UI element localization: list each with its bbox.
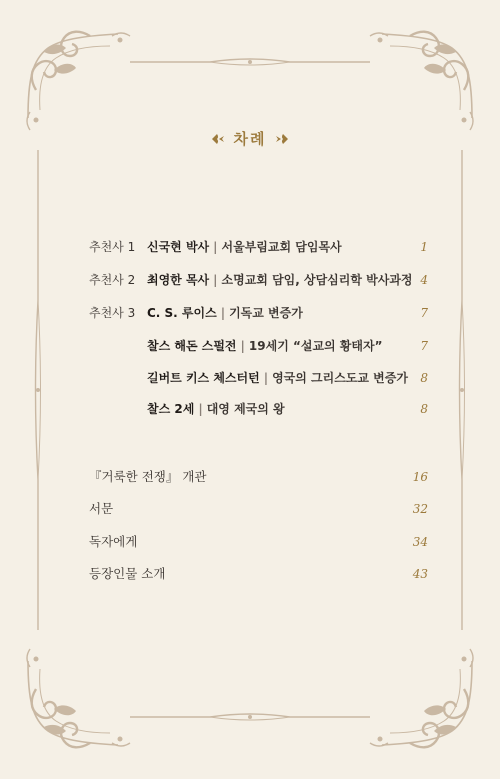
toc-entry-recommendation-2[interactable]: [0, 270, 500, 290]
entry-page-number: 8: [420, 402, 428, 416]
page-title: 차례: [233, 130, 267, 148]
toc-entry-recommendation-1[interactable]: [0, 237, 500, 257]
toc-entry-recommendation-3d[interactable]: [0, 399, 500, 419]
toc-entry-preface[interactable]: [0, 499, 500, 519]
entry-label: 등장인물 소개: [89, 566, 166, 581]
entry-label: 추천사 2: [89, 273, 136, 287]
entry-page-number: 34: [412, 535, 428, 549]
entry-label: 『거룩한 전쟁』 개관: [89, 469, 207, 484]
entry-page-number: 7: [420, 339, 428, 353]
fleuron-left-icon: [210, 132, 226, 146]
entry-author: C. S. 루이스 | 기독교 변증가: [147, 306, 303, 320]
entry-page-number: 8: [420, 371, 428, 385]
entry-label: 추천사 3: [89, 306, 136, 320]
entry-author: 찰스 해돈 스펄전 | 19세기 “설교의 황태자”: [147, 339, 383, 353]
entry-author: 찰스 2세 | 대영 제국의 왕: [147, 402, 285, 416]
entry-label: 독자에게: [89, 534, 138, 549]
entry-page-number: 7: [420, 306, 428, 320]
entry-page-number: 43: [412, 567, 428, 581]
entry-author: 신국현 박사 | 서울부림교회 담임목사: [147, 240, 342, 254]
entry-page-number: 32: [412, 502, 428, 516]
entry-author: 최영한 목사 | 소명교회 담임, 상담심리학 박사과정: [147, 273, 413, 287]
toc-entry-to-reader[interactable]: [0, 532, 500, 552]
entry-page-number: 1: [420, 240, 428, 254]
toc-entry-recommendation-3[interactable]: [0, 303, 500, 323]
toc-entry-overview[interactable]: [0, 467, 500, 487]
entry-label: 서문: [89, 501, 114, 516]
entry-page-number: 4: [420, 273, 428, 287]
fleuron-right-icon: [274, 132, 290, 146]
toc-entry-characters[interactable]: [0, 564, 500, 584]
toc-header: [0, 128, 500, 149]
entry-page-number: 16: [412, 470, 428, 484]
entry-label: 추천사 1: [89, 240, 136, 254]
toc-entry-recommendation-3b[interactable]: [0, 336, 500, 356]
entry-author: 길버트 키스 체스터턴 | 영국의 그리스도교 변증가: [147, 371, 408, 385]
toc-entry-recommendation-3c[interactable]: [0, 368, 500, 388]
